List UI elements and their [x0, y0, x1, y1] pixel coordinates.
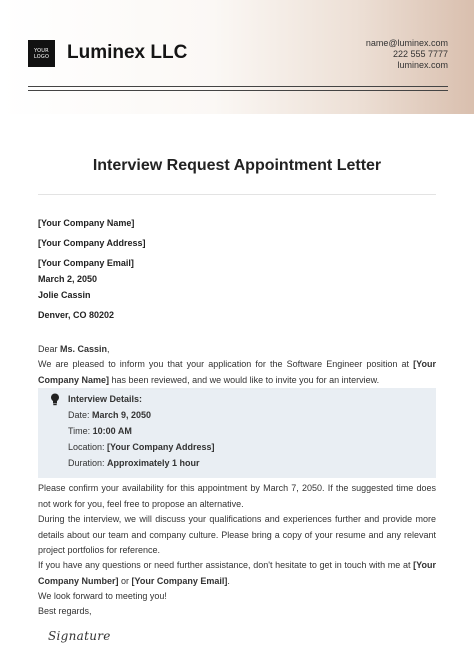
- details-time-label: Time:: [68, 426, 93, 436]
- details-time: [68, 426, 132, 436]
- recipient-name: Jolie Cassin: [38, 290, 91, 300]
- closing-line: Best regards,: [38, 606, 92, 616]
- contact-or: or: [118, 575, 132, 586]
- signature: Signature: [48, 629, 111, 643]
- confirm-paragraph: Please confirm your availability for this appointment by March 7, 2050. If the suggested time does not work for you, feel free to propose an alternative.: [38, 483, 436, 509]
- intro-text-1: We are pleased to inform you that your application for the Software Engineer position at: [38, 359, 414, 369]
- details-heading: Interview Details:: [68, 394, 143, 404]
- interview-details-box: [38, 388, 436, 478]
- contact-text: If you have any questions or need further assistance, don't hesitate to get in touch with me at: [38, 560, 414, 570]
- discuss-paragraph: During the interview, we will discuss your qualifications and experiences further and provide more details about our team and company culture. Please bring a copy of your resume and any relevant project portfolios for reference.: [38, 514, 436, 555]
- contact-email[interactable]: name@luminex.com: [365, 38, 448, 48]
- greeting-prefix: Dear: [38, 344, 61, 354]
- sender-company-name: [Your Company Name]: [38, 218, 135, 228]
- sender-company-email: [Your Company Email]: [38, 258, 134, 268]
- contact-block: [366, 38, 448, 71]
- logo-text-line1: YOUR: [34, 47, 49, 54]
- details-time-value: 10:00 AM: [92, 426, 132, 436]
- details-location-value: [Your Company Address]: [107, 442, 215, 452]
- greeting-suffix: ,: [107, 344, 110, 354]
- contact-phone: 222 555 7777: [392, 49, 448, 59]
- intro-text-2: has been reviewed, and we would like to invite you for an interview.: [109, 374, 380, 385]
- letterhead: [0, 0, 474, 114]
- look-forward-line: We look forward to meeting you!: [38, 591, 167, 601]
- greeting: [38, 342, 436, 358]
- details-date-value: March 9, 2050: [92, 410, 152, 420]
- details-date-label: Date:: [68, 410, 93, 420]
- contact-email-placeholder: [Your Company Email]: [131, 575, 228, 586]
- title-divider: [38, 194, 436, 195]
- contact-number: [Your Company Number]: [38, 560, 436, 586]
- company-name: Luminex LLC: [67, 42, 188, 63]
- details-duration: [68, 458, 200, 468]
- letter-date: March 2, 2050: [38, 274, 98, 284]
- details-location-label: Location:: [68, 442, 108, 452]
- sender-company-address: [Your Company Address]: [38, 238, 146, 248]
- details-duration-label: Duration:: [68, 458, 108, 468]
- header-divider-bottom: [28, 90, 448, 91]
- company-logo: [28, 40, 55, 67]
- header-divider-top: [28, 86, 448, 87]
- letter-title: Interview Request Appointment Letter: [92, 157, 382, 174]
- logo-text-line2: LOGO: [33, 53, 50, 60]
- intro-paragraph: [38, 357, 436, 388]
- details-location: [68, 442, 215, 452]
- recipient-city: Denver, CO 80202: [38, 310, 115, 320]
- contact-website[interactable]: luminex.com: [397, 60, 448, 70]
- intro-company: [Your Company Name]: [38, 359, 436, 385]
- details-date: [68, 410, 151, 420]
- contact-paragraph: [38, 558, 436, 589]
- contact-end: .: [227, 575, 230, 586]
- details-duration-value: Approximately 1 hour: [107, 458, 200, 468]
- greeting-name: Ms. Cassin: [60, 344, 108, 354]
- lightbulb-icon: [50, 393, 60, 407]
